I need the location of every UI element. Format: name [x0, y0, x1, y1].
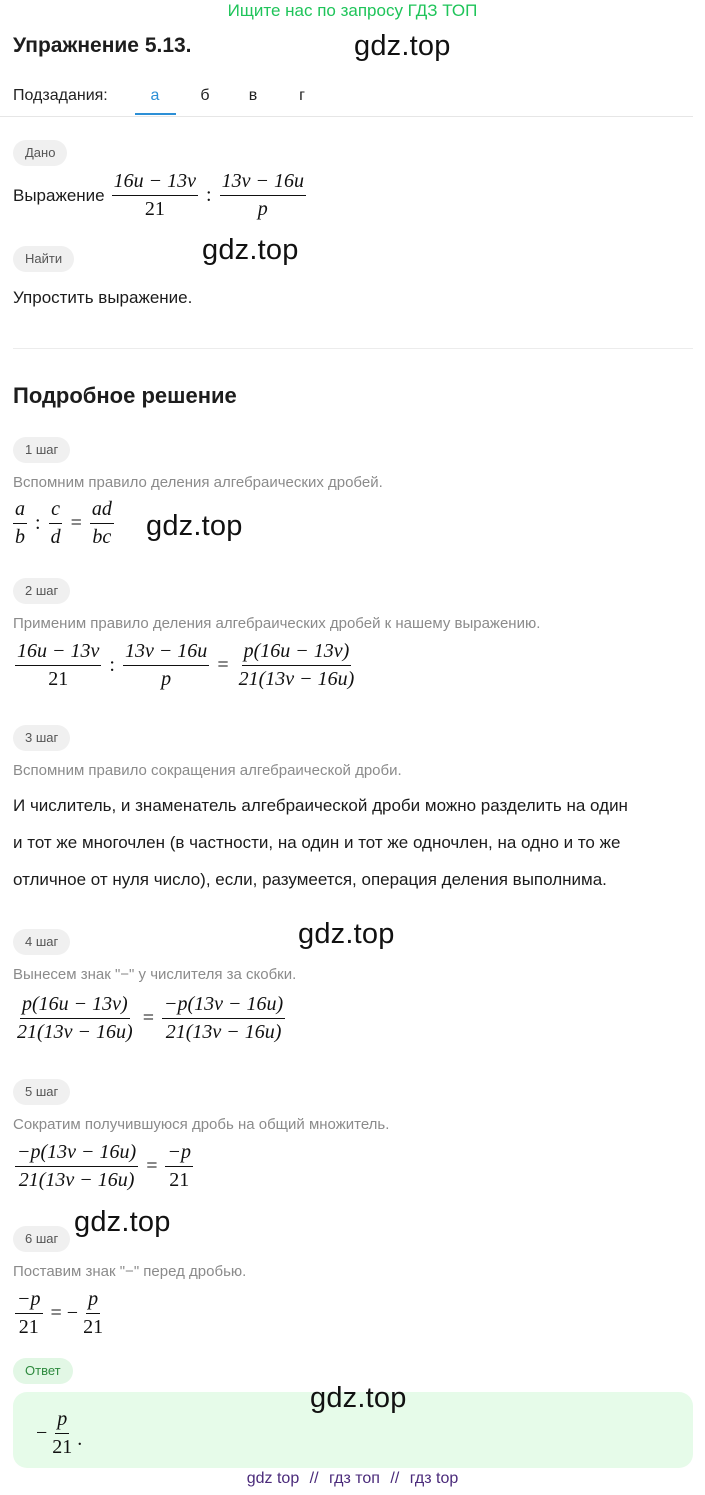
- subtask-tab-b[interactable]: б: [200, 87, 210, 104]
- fraction-numerator: p(16u − 13v): [20, 993, 130, 1019]
- step-2-chip: 2 шаг: [13, 578, 70, 604]
- minus-sign: −: [66, 1302, 79, 1324]
- given-prefix: Выражение: [13, 185, 105, 205]
- step-6-chip: 6 шаг: [13, 1226, 70, 1252]
- footer-separator: //: [390, 1470, 400, 1487]
- fraction-denominator: 21(13v − 16u): [18, 1169, 135, 1191]
- operator: :: [206, 184, 212, 206]
- fraction-numerator: p: [55, 1408, 69, 1434]
- fraction: [237, 640, 357, 691]
- fraction-numerator: −p(13v − 16u): [15, 1141, 138, 1167]
- step-3-body-line: отличное от нуля число), если, разумеется, операция деления выполнима.: [13, 870, 607, 889]
- fraction-denominator: bc: [92, 526, 112, 548]
- fraction-denominator: 21(13v − 16u): [238, 668, 355, 690]
- fraction: [81, 1288, 105, 1339]
- equals: =: [146, 1155, 158, 1177]
- step-3-text: Вспомним правило сокращения алгебраической дроби.: [13, 762, 402, 779]
- footer-link[interactable]: гдз top: [409, 1470, 459, 1487]
- fraction-denominator: b: [15, 526, 25, 548]
- fraction: [165, 1141, 193, 1192]
- fraction: [123, 640, 209, 691]
- fraction: [162, 993, 285, 1044]
- footer-link[interactable]: гдз топ: [329, 1470, 380, 1487]
- fraction-denominator: 21: [169, 1169, 190, 1191]
- equals: =: [50, 1302, 62, 1324]
- watermark: gdz.top: [310, 1382, 407, 1414]
- watermark: gdz.top: [146, 510, 243, 542]
- given-chip: Дано: [13, 140, 67, 166]
- operator: :: [109, 654, 115, 676]
- step-1-chip: 1 шаг: [13, 437, 70, 463]
- step-6-text: Поставим знак "−" перед дробью.: [13, 1263, 247, 1280]
- step-4-text: Вынесем знак "−" у числителя за скобки.: [13, 966, 297, 983]
- fraction-numerator: 16u − 13v: [15, 640, 101, 666]
- step-2-text: Применим правило деления алгебраических дробей к нашему выражению.: [13, 615, 541, 632]
- subtask-tab-g[interactable]: г: [299, 87, 305, 104]
- fraction-denominator: 21(13v − 16u): [165, 1021, 282, 1043]
- watermark: gdz.top: [298, 918, 395, 950]
- fraction: [15, 1141, 138, 1192]
- fraction: [50, 1408, 74, 1459]
- fraction-denominator: p: [161, 668, 172, 690]
- step-4-chip: 4 шаг: [13, 929, 70, 955]
- fraction: [15, 640, 101, 691]
- operator: :: [35, 512, 41, 534]
- given-expression: [13, 170, 309, 221]
- fraction: [15, 1288, 43, 1339]
- step-2-math: [12, 640, 359, 691]
- find-chip: Найти: [13, 246, 74, 272]
- watermark: gdz.top: [74, 1206, 171, 1238]
- fraction-denominator: 21: [52, 1436, 73, 1458]
- fraction-denominator: 21: [18, 1316, 39, 1338]
- fraction-numerator: 13v − 16u: [123, 640, 209, 666]
- active-tab-indicator: [135, 113, 176, 115]
- fraction-numerator: −p: [165, 1141, 193, 1167]
- step-3-body-line: И числитель, и знаменатель алгебраической дроби можно разделить на один: [13, 796, 628, 815]
- search-banner[interactable]: Ищите нас по запросу ГДЗ ТОП: [227, 1, 478, 20]
- step-3-chip: 3 шаг: [13, 725, 70, 751]
- period: .: [77, 1428, 83, 1450]
- footer-links: [0, 1470, 705, 1488]
- given-fraction-2: [220, 170, 306, 221]
- solution-title: Подробное решение: [13, 383, 237, 408]
- step-3-body-line: и тот же многочлен (в частности, на один и тот же одночлен, на одно и то же: [13, 833, 621, 852]
- subtask-tab-v[interactable]: в: [248, 87, 258, 104]
- watermark: gdz.top: [202, 234, 299, 266]
- fraction: [90, 498, 114, 549]
- footer-separator: //: [309, 1470, 319, 1487]
- watermark: gdz.top: [354, 30, 451, 62]
- equals: =: [142, 1007, 154, 1029]
- find-text: Упростить выражение.: [13, 288, 193, 307]
- fraction-numerator: p: [86, 1288, 100, 1314]
- fraction-numerator: −p: [15, 1288, 43, 1314]
- step-5-chip: 5 шаг: [13, 1079, 70, 1105]
- fraction-denominator: p: [257, 198, 268, 220]
- answer-chip: Ответ: [13, 1358, 73, 1384]
- fraction-denominator: 21: [48, 668, 69, 690]
- step-4-math: [12, 993, 288, 1044]
- fraction: [15, 993, 135, 1044]
- fraction-numerator: 13v − 16u: [220, 170, 306, 196]
- step-5-math: [12, 1141, 196, 1192]
- step-1-math: [10, 498, 117, 549]
- fraction-numerator: a: [13, 498, 27, 524]
- fraction-denominator: d: [50, 526, 61, 548]
- fraction-numerator: ad: [90, 498, 114, 524]
- divider: [0, 116, 693, 117]
- given-fraction-1: [112, 170, 198, 221]
- subtask-tab-a[interactable]: а: [150, 87, 160, 104]
- exercise-title: Упражнение 5.13.: [13, 34, 192, 57]
- divider: [13, 348, 693, 349]
- equals: =: [217, 654, 229, 676]
- minus-sign: −: [36, 1422, 48, 1444]
- answer-math: [36, 1408, 82, 1459]
- fraction-denominator: 21(13v − 16u): [17, 1021, 133, 1043]
- fraction: [13, 498, 27, 549]
- step-6-math: [12, 1288, 108, 1339]
- step-1-text: Вспомним правило деления алгебраических дробей.: [13, 474, 383, 491]
- equals: =: [70, 512, 82, 534]
- fraction-denominator: 21: [83, 1316, 104, 1338]
- fraction-numerator: c: [49, 498, 62, 524]
- footer-link[interactable]: gdz top: [246, 1470, 300, 1487]
- fraction-numerator: −p(13v − 16u): [162, 993, 285, 1019]
- fraction-denominator: 21: [144, 198, 165, 220]
- fraction-numerator: 16u − 13v: [112, 170, 198, 196]
- fraction-numerator: p(16u − 13v): [242, 640, 352, 666]
- fraction: [49, 498, 63, 549]
- step-5-text: Сократим получившуюся дробь на общий множитель.: [13, 1116, 390, 1133]
- subtasks-label: Подзадания:: [13, 87, 108, 104]
- given-math: [109, 170, 309, 221]
